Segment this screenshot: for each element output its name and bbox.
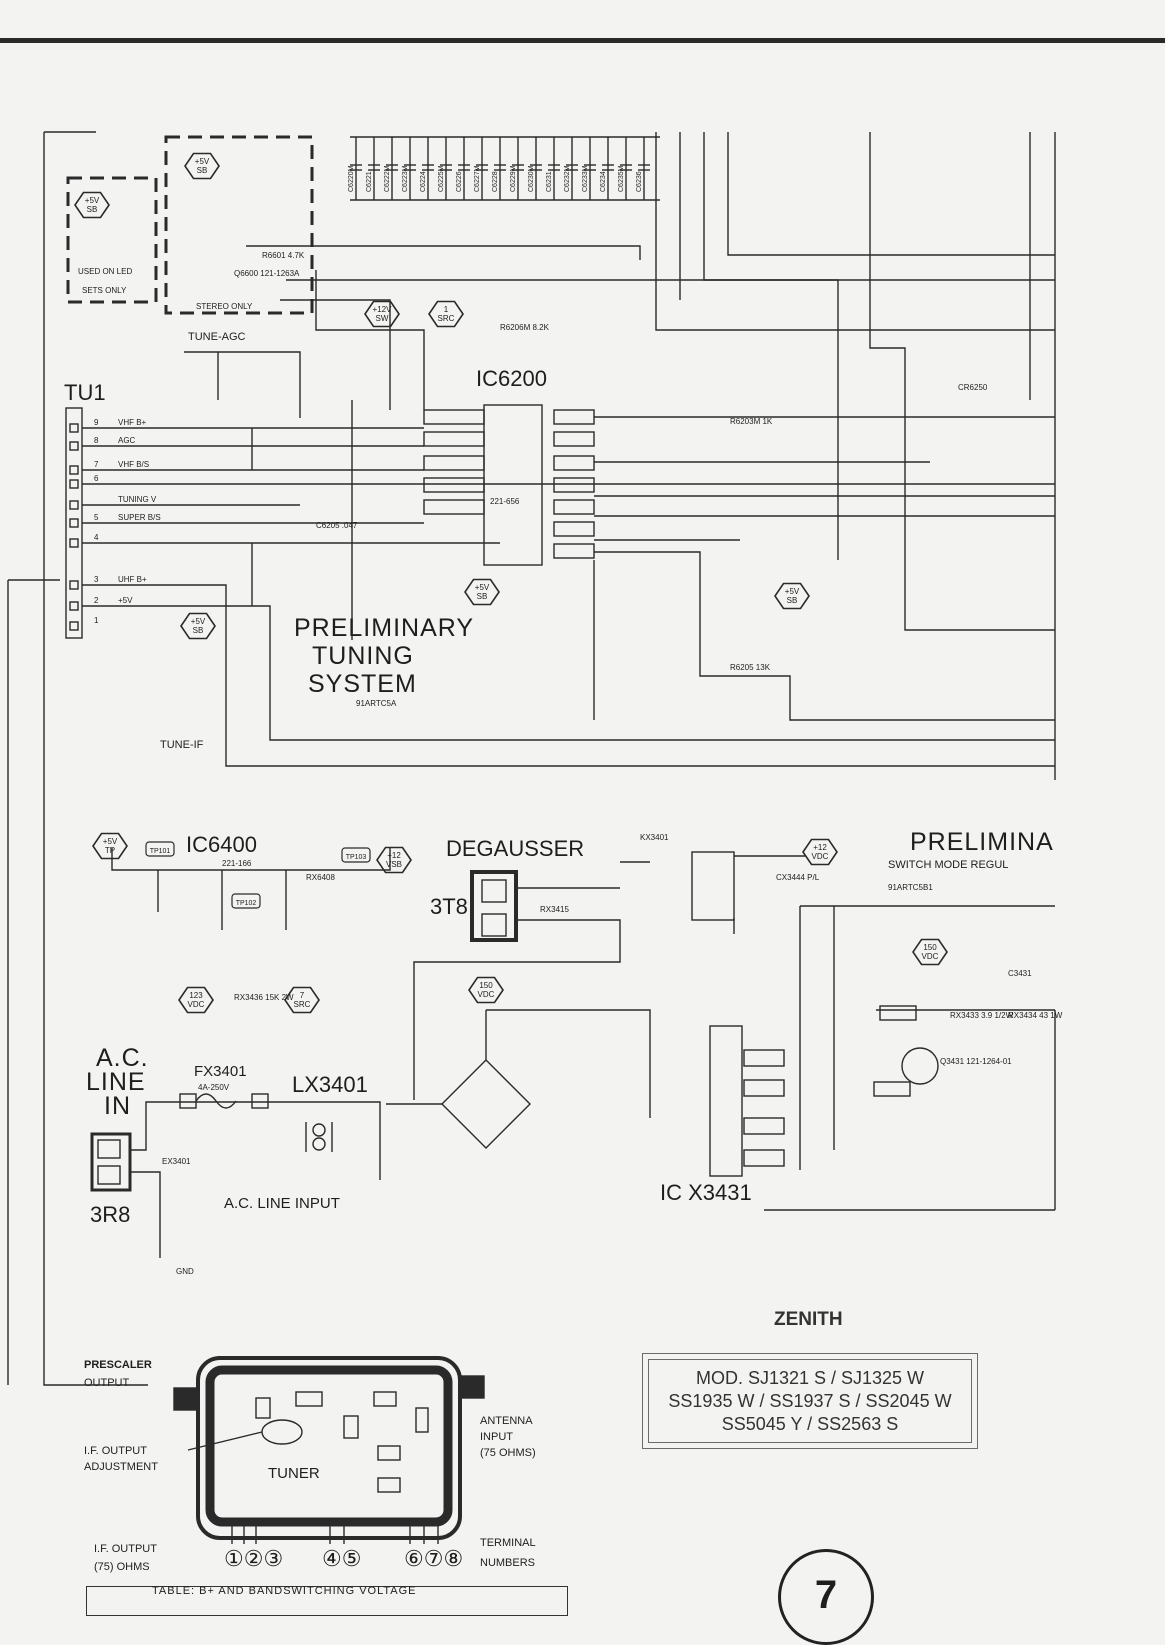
tu1-pin-number: 4	[94, 533, 99, 542]
supply-tag-text: SW	[375, 314, 389, 323]
ac-line-input-label: A.C. LINE INPUT	[224, 1195, 340, 1212]
if-adjust-label-2: ADJUSTMENT	[84, 1461, 158, 1473]
relay-kx3401	[692, 852, 734, 920]
tune-agc-label: TUNE-AGC	[188, 331, 246, 343]
top-cap-label: C6236	[636, 171, 643, 192]
supply-tag-text: +12	[813, 843, 827, 852]
top-cap-label: C6225M	[438, 165, 445, 192]
tu1-pin	[70, 622, 78, 630]
stereo-only: STEREO ONLY	[196, 302, 253, 311]
supply-tag-text: SB	[196, 166, 208, 175]
top-cap-label: C6229M	[510, 165, 517, 192]
terminal-group-2: ④⑤	[322, 1546, 362, 1571]
degausser-connector	[472, 872, 516, 940]
fx3401-rating: 4A-250V	[198, 1083, 230, 1092]
label-c6205: C6205 .047	[316, 521, 358, 530]
terminal-numbers-2: NUMBERS	[480, 1557, 536, 1569]
label-r6601: R6601 4.7K	[262, 251, 305, 260]
supply-tag-text: SRC	[293, 1000, 311, 1009]
terminal-numbers-1: TERMINAL	[480, 1537, 536, 1549]
model-line-3: SS5045 Y / SS2563 S	[721, 1413, 899, 1434]
fx3401-label: FX3401	[194, 1063, 247, 1080]
tu1-pin	[70, 602, 78, 610]
page-number: 7	[778, 1549, 874, 1645]
label-q3431: Q3431 121-1264-01	[940, 1057, 1012, 1066]
tu1-pin-name: SUPER B/S	[118, 513, 161, 522]
label-rx3415: RX3415	[540, 905, 569, 914]
tu1-pin	[70, 480, 78, 488]
prelim-tuning-title-2: TUNING	[312, 642, 414, 670]
tu1-pin-number: 8	[94, 436, 99, 445]
ex3401-label: EX3401	[162, 1157, 191, 1166]
tu1-pin-name: +5V	[118, 596, 133, 605]
connector-3r8: 3R8	[90, 1202, 131, 1227]
supply-tag-text: 1	[443, 305, 449, 314]
tu1-pin-name: VHF B/S	[118, 460, 150, 469]
prescaler-label-2: OUTPUT	[84, 1377, 130, 1389]
tu1-pin-number: 1	[94, 616, 99, 625]
top-cap-label: C6222M	[384, 165, 391, 192]
label-rx3434: RX3434 43 1W	[1008, 1011, 1063, 1020]
tuner-label: TUNER	[268, 1465, 320, 1482]
tu1-pin	[70, 581, 78, 589]
top-cap-label: C6220M	[348, 165, 355, 192]
label-cx3444: CX3444 P/L	[776, 873, 820, 882]
tu1-pin-number: 9	[94, 418, 99, 427]
tu1-label: TU1	[64, 380, 106, 405]
label-r6206: R6206M 8.2K	[500, 323, 549, 332]
supply-tag-text: +12V	[372, 305, 392, 314]
top-cap-label: C6223M	[402, 165, 409, 192]
top-cap-label: C6234	[600, 171, 607, 192]
top-cap-label: C6221	[366, 171, 373, 192]
q3431-transistor	[902, 1048, 938, 1084]
supply-tag-text: 7	[299, 991, 305, 1000]
label-q6600: Q6600 121-1263A	[234, 269, 300, 278]
icx3431-body	[710, 1026, 742, 1176]
tuner-inner	[210, 1370, 448, 1522]
supply-tag-text: +5V	[102, 837, 118, 846]
bottom-table-title: TABLE: B+ AND BANDSWITCHING VOLTAGE	[86, 1586, 568, 1616]
switch-mode-code: 91ARTC5B1	[888, 883, 933, 892]
model-line-1: MOD. SJ1321 S / SJ1325 W	[695, 1367, 925, 1388]
label-kx3401: KX3401	[640, 833, 669, 842]
ic6200-body	[484, 405, 542, 565]
sets-only: SETS ONLY	[82, 286, 127, 295]
label-rx6408: RX6408	[306, 873, 335, 882]
tu1-pin-number: 7	[94, 460, 99, 469]
tu1-pin	[70, 539, 78, 547]
top-cap-label: C6228	[492, 171, 499, 192]
used-on-led: USED ON LED	[78, 267, 133, 276]
prelim-tuning-code: 91ARTC5A	[356, 699, 397, 708]
ac-line-label-3: IN	[104, 1092, 131, 1120]
label-cx3431: C3431	[1008, 969, 1032, 978]
prelim-tuning-title-3: SYSTEM	[308, 670, 417, 698]
supply-tag-text: +5V	[84, 196, 100, 205]
supply-tag-text: TP	[104, 846, 116, 855]
supply-tag-text: 123	[189, 991, 203, 1000]
top-cap-label: C6235M	[618, 165, 625, 192]
degausser-label: DEGAUSSER	[446, 836, 585, 861]
connector-3t8: 3T8	[430, 894, 468, 919]
tu1-pin	[70, 442, 78, 450]
model-box-inner	[648, 1359, 972, 1443]
model-box	[642, 1353, 978, 1449]
supply-tag-text: +12	[387, 851, 401, 860]
terminal-group-1: ①②③	[224, 1546, 284, 1571]
top-cap-label: C6231	[546, 171, 553, 192]
if-output-label-1: I.F. OUTPUT	[94, 1543, 157, 1555]
tu1-pin-number: 6	[94, 474, 99, 483]
lx3401-label: LX3401	[292, 1072, 368, 1097]
tu1-pin	[70, 501, 78, 509]
tu1-pin-number: 2	[94, 596, 99, 605]
supply-tag-text: SB	[786, 596, 798, 605]
header-bar	[0, 38, 1165, 43]
supply-tags	[75, 154, 947, 1013]
ic6400-part: 221-166	[222, 859, 252, 868]
supply-tag-text: SB	[192, 626, 204, 635]
prescaler-label-1: PRESCALER	[84, 1359, 152, 1371]
supply-tag-text: 150	[479, 981, 493, 990]
prelim-tuning-title-1: PRELIMINARY	[294, 614, 475, 642]
supply-tag-text: VDC	[187, 1000, 205, 1009]
if-adjust-label-1: I.F. OUTPUT	[84, 1445, 147, 1457]
top-cap-label: C6232M	[564, 165, 571, 192]
test-point-label: TP103	[345, 854, 367, 861]
supply-tag-text: SB	[476, 592, 488, 601]
terminal-group-3: ⑥⑦⑧	[404, 1546, 464, 1571]
tuner-outer	[198, 1358, 460, 1538]
tu1-pin-name: UHF B+	[118, 575, 147, 584]
ac-line-label-2: LINE	[86, 1068, 146, 1096]
tu1-pin	[70, 519, 78, 527]
tu1-pin-number: 3	[94, 575, 99, 584]
supply-tag-text: +5V	[194, 157, 210, 166]
supply-tag-text: 150	[923, 943, 937, 952]
tune-if-label: TUNE-IF	[160, 739, 204, 751]
tu1-pin	[70, 466, 78, 474]
ic6400-label: IC6400	[186, 832, 257, 857]
antenna-label-2: INPUT	[480, 1431, 513, 1443]
tu1-pin-number: 5	[94, 513, 99, 522]
supply-tag-text: VSB	[385, 860, 403, 869]
supply-tag-text: +5V	[474, 583, 490, 592]
if-output-label-2: (75) OHMS	[94, 1561, 150, 1573]
tu1-pin-name: TUNING V	[118, 495, 157, 504]
top-cap-label: C6224	[420, 171, 427, 192]
antenna-label-3: (75 OHMS)	[480, 1447, 536, 1459]
supply-tag-text: VDC	[921, 952, 939, 961]
ic6200-label: IC6200	[476, 366, 547, 391]
label-r6205: R6205 13K	[730, 663, 771, 672]
bridge-rectifier	[442, 1060, 530, 1148]
gnd-label: GND	[176, 1267, 194, 1276]
tu1-pin-name: VHF B+	[118, 418, 147, 427]
model-line-2: SS1935 W / SS1937 S / SS2045 W	[668, 1390, 952, 1411]
ac-line-label-1: A.C.	[96, 1044, 149, 1072]
top-cap-label: C6233M	[582, 165, 589, 192]
label-rx3433: RX3433 3.9 1/2W	[950, 1011, 1014, 1020]
supply-tag-text: SRC	[437, 314, 455, 323]
antenna-label-1: ANTENNA	[480, 1415, 533, 1427]
supply-tag-text: VDC	[477, 990, 495, 999]
label-r6203: R6203M 1K	[730, 417, 773, 426]
supply-tag-text: VDC	[811, 852, 829, 861]
test-point-label: TP101	[149, 848, 171, 855]
top-cap-label: C6227M	[474, 165, 481, 192]
switch-mode-title-1: PRELIMINA	[910, 828, 1054, 856]
supply-tag-text: +5V	[190, 617, 206, 626]
brand-zenith: ZENITH	[774, 1309, 843, 1330]
top-cap-label: C6226	[456, 171, 463, 192]
supply-tag-text: SB	[86, 205, 98, 214]
label-rx3436: RX3436 15K 2W	[234, 993, 294, 1002]
label-cr6250: CR6250	[958, 383, 988, 392]
test-point-label: TP102	[235, 900, 257, 907]
switch-mode-title-2: SWITCH MODE REGUL	[888, 859, 1009, 871]
supply-tag-text: +5V	[784, 587, 800, 596]
tu1-pin	[70, 424, 78, 432]
top-cap-label: C6230M	[528, 165, 535, 192]
icx3431-label: IC X3431	[660, 1180, 752, 1205]
ic6200-part: 221-656	[490, 497, 520, 506]
tu1-pin-name: AGC	[118, 436, 136, 445]
